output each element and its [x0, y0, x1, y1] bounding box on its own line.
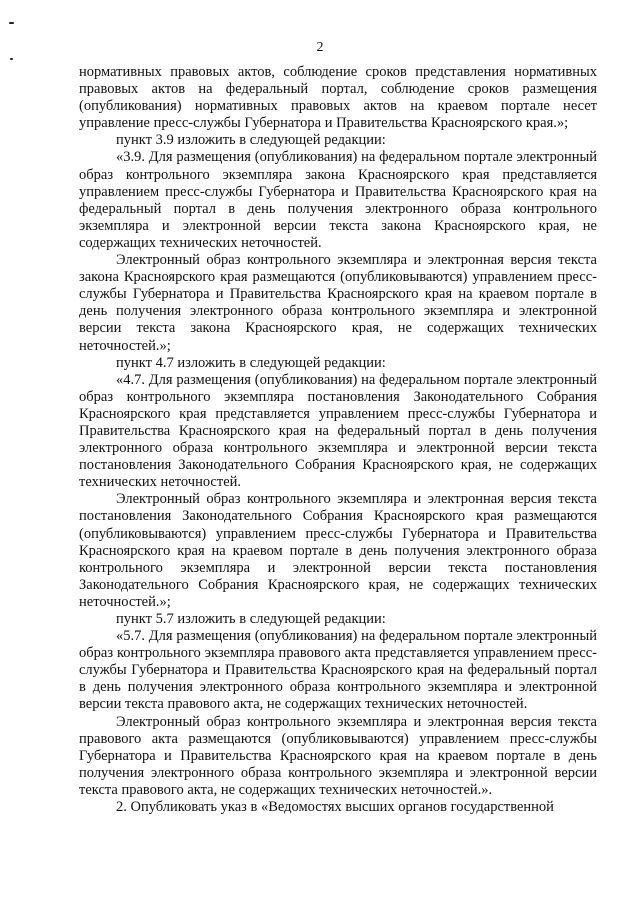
scan-artifact-mark — [9, 22, 14, 24]
scan-artifact-mark — [10, 58, 13, 60]
paragraph: «3.9. Для размещения (опубликования) на федеральном портале электронный образ контрольного экземпляра закона Красноярского края представляется управлением пресс-службы Губернатора и Правительства Красноярского края на федеральный портал в день получения электронного образа контрольного экземпляра и электронной версии текста закона Красноярского края, не содержащих технических неточностей. — [79, 149, 597, 251]
paragraph: нормативных правовых актов, соблюдение сроков представления нормативных правовых актов на федеральный портал, соблюдение сроков размещения (опубликования) нормативных правовых актов на краевом портале несет управление пресс-службы Губернатора и Правительства Красноярского края.»; — [79, 64, 597, 132]
paragraph: Электронный образ контрольного экземпляра и электронная версия текста закона Красноярского края размещаются (опубликовываются) управлением пресс-службы Губернатора и Правительства Красноярского края на краевом портале в день получения электронного образа контрольного экземпляра и электронной версии текста закона Красноярского края, не содержащих технических неточностей.»; — [79, 252, 597, 354]
paragraph: пункт 3.9 изложить в следующей редакции: — [116, 132, 386, 149]
paragraph: «5.7. Для размещения (опубликования) на федеральном портале электронный образ контрольного экземпляра правового акта представляется управлением пресс-службы Губернатора и Правительства Красноярского края на федеральный портал в день получения электронного образа контрольного экземпляра и электронной версии текста правового акта, не содержащих технических неточностей. — [79, 628, 597, 713]
paragraph: Электронный образ контрольного экземпляра и электронная версия текста правового акта размещаются (опубликовываются) управлением пресс-службы Губернатора и Правительства Красноярского края на краевом портале в день получения электронного образа контрольного экземпляра и электронной версии текста правового акта, не содержащих технических неточностей.». — [79, 713, 597, 798]
paragraph: Электронный образ контрольного экземпляра и электронная версия текста постановления Законодательного Собрания Красноярского края размещаются (опубликовываются) управлением пресс-службы Губернатора и Правительства Красноярского края на краевом портале в день получения электронного образа контрольного экземпляра и электронной версии текста постановления Законодательного Собрания Красноярского края, не содержащих технических неточностей.»; — [79, 491, 597, 610]
page-number: 2 — [316, 40, 324, 55]
document-body — [79, 64, 597, 816]
paragraph: «4.7. Для размещения (опубликования) на федеральном портале электронный образ контрольного экземпляра постановления Законодательного Собрания Красноярского края представляется управлением пресс-службы Губернатора и Правительства Красноярского края на федеральный портал в день получения электронного образа контрольного экземпляра и электронной версии текста постановления Законодательного Собрания Красноярского края, не содержащих технических неточностей. — [79, 371, 597, 491]
paragraph: 2. Опубликовать указ в «Ведомостях высших органов государственной — [116, 799, 554, 816]
paragraph: пункт 4.7 изложить в следующей редакции: — [116, 354, 386, 371]
paragraph: пункт 5.7 изложить в следующей редакции: — [116, 611, 386, 627]
